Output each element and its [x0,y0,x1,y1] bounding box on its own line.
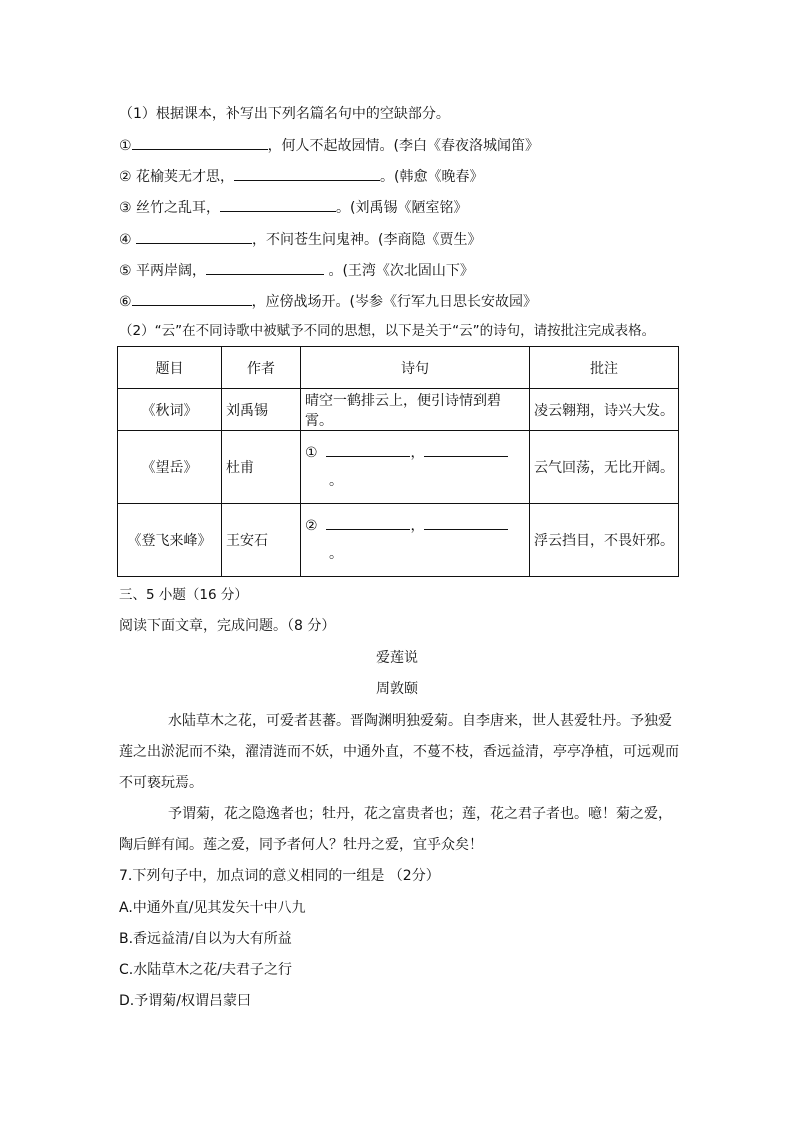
fill-marker: ② [305,518,318,534]
fill-item-4 [119,229,481,250]
item-post-text: 。(王湾《次北固山下》 [324,263,474,279]
item-post-text: 。(刘禹锡《陋室铭》 [336,200,468,216]
row-author: 杜甫 [222,431,301,504]
fill-item-1 [119,135,539,156]
answer-blank[interactable] [132,135,268,150]
item-number: ② [119,169,132,185]
item-number: ⑥ [119,294,132,310]
row-verse-fill [301,504,530,577]
answer-blank[interactable] [326,515,410,530]
essay-paragraph-2: 予谓菊，花之隐逸者也；牡丹，花之富贵者也；莲，花之君子者也。噫！菊之爱，陶后鲜有闻。莲之爱，同予者何人？牡丹之爱，宜乎众矣！ [119,806,672,853]
header-author: 作者 [222,347,301,389]
table-row [118,504,679,577]
item-number: ③ [119,200,132,216]
part2-intro: （2）“云”在不同诗歌中被赋予不同的思想，以下是关于“云”的诗句，请按批注完成表格。 [119,323,656,339]
row-note: 浮云挡目，不畏奸邪。 [530,504,679,577]
period: 。 [329,546,343,562]
table-row [118,389,679,431]
part1-intro: （1）根据课本，补写出下列名篇名句中的空缺部分。 [119,106,450,122]
header-title: 题目 [118,347,222,389]
option-a[interactable]: A.中通外直/见其发矢十中八九 [119,900,306,916]
row-author: 王安石 [222,504,301,577]
fill-marker: ① [305,445,318,461]
item-pre-text: 花榆荚无才思， [131,169,235,185]
essay-title: 爱莲说 [376,650,418,666]
comma: ， [410,518,425,534]
answer-blank[interactable] [326,442,410,457]
answer-blank[interactable] [206,260,324,275]
item-post-text: ，何人不起故园情。(李白《春夜洛城闻笛》 [267,138,540,154]
answer-blank[interactable] [234,166,380,181]
item-post-text: 。(韩愈《晚春》 [380,169,484,185]
row-author: 刘禹锡 [222,389,301,431]
cloud-poem-table [117,346,679,577]
item-post-text: ，不问苍生问鬼神。(李商隐《贾生》 [252,232,482,248]
question-7-stem: 7.下列句子中，加点词的意义相同的一组是 （2分） [119,868,440,884]
option-b[interactable]: B.香远益清/自以为大有所益 [119,931,292,947]
item-number: ① [119,138,132,154]
row-note: 凌云翱翔，诗兴大发。 [530,389,679,431]
essay-paragraph-1: 水陆草木之花，可爱者甚蕃。晋陶渊明独爱菊。自李唐来，世人甚爱牡丹。予独爱莲之出淤泥而不染，濯清涟而不妖，中通外直，不蔓不枝，香远益清，亭亭净植，可远观而不可亵玩焉。 [119,713,679,791]
row-title: 《登飞来峰》 [118,504,222,577]
answer-blank[interactable] [132,291,252,306]
header-note: 批注 [530,347,679,389]
item-post-text: ，应傍战场开。(岑参《行军九日思长安故园》 [251,294,538,310]
item-pre-text: 平两岸阔， [131,263,207,279]
section-heading: 三、5 小题（16 分） [119,587,248,603]
table-row [118,431,679,504]
item-pre-text: 丝竹之乱耳， [131,200,221,216]
header-verse: 诗句 [301,347,530,389]
row-title: 《望岳》 [118,431,222,504]
fill-item-6 [119,291,537,312]
table-header-row [118,347,679,389]
essay-author: 周敦颐 [376,681,418,697]
fill-item-5 [119,260,474,281]
row-verse-fill [301,431,530,504]
row-verse: 晴空一鹤排云上，便引诗情到碧霄。 [301,389,530,431]
answer-blank[interactable] [136,229,252,244]
reading-instruction: 阅读下面文章，完成问题。（8 分） [119,618,336,634]
answer-blank[interactable] [220,197,336,212]
fill-item-2 [119,166,483,187]
row-note: 云气回荡，无比开阔。 [530,431,679,504]
row-title: 《秋词》 [118,389,222,431]
fill-item-3 [119,197,467,218]
item-number: ⑤ [119,263,132,279]
item-number: ④ [119,232,132,248]
period: 。 [329,473,343,489]
option-d[interactable]: D.予谓菊/权谓吕蒙曰 [119,993,251,1009]
option-c[interactable]: C.水陆草木之花/夫君子之行 [119,962,292,978]
answer-blank[interactable] [424,442,508,457]
comma: ， [410,445,425,461]
answer-blank[interactable] [424,515,508,530]
